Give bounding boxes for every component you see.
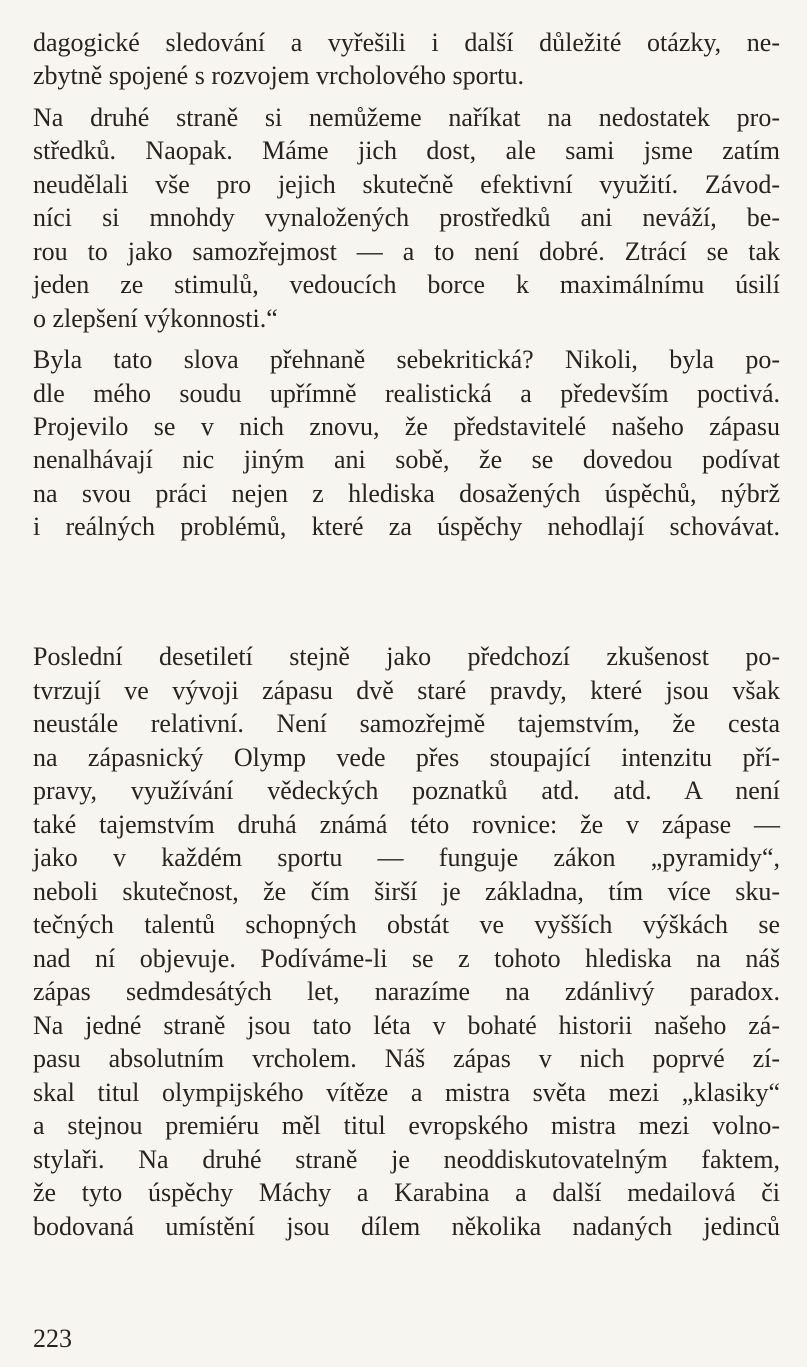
text-line: zápas sedmdesátých let, narazíme na zdánlivý paradox. <box>33 977 780 1006</box>
text-line: Na druhé straně si nemůžeme naříkat na nedostatek pro- <box>33 103 780 132</box>
text-line: pravy, využívání vědeckých poznatků atd. atd. A není <box>33 776 780 805</box>
text-line: na svou práci nejen z hlediska dosažených úspěchů, nýbrž <box>33 479 780 508</box>
text-line: jeden ze stimulů, vedoucích borce k maximálnímu úsilí <box>33 270 780 299</box>
text-line: tečných talentů schopných obstát ve vyšších výškách se <box>33 910 780 939</box>
text-line: jako v každém sportu — funguje zákon „pyramidy“, <box>33 843 780 872</box>
text-line: pasu absolutním vrcholem. Náš zápas v nich poprvé zí- <box>33 1044 780 1073</box>
text-line: tvrzují ve vývoji zápasu dvě staré pravdy, které jsou však <box>33 676 780 705</box>
text-line: Poslední desetiletí stejně jako předchozí zkušenost po- <box>33 642 780 671</box>
text-line: skal titul olympijského vítěze a mistra světa mezi „klasiky“ <box>33 1078 780 1107</box>
text-line: neustále relativní. Není samozřejmě tajemstvím, že cesta <box>33 709 780 738</box>
text-line: Projevilo se v nich znovu, že představitelé našeho zápasu <box>33 412 780 441</box>
text-line: o zlepšení výkonnosti.“ <box>33 304 278 333</box>
text-line: Byla tato slova přehnaně sebekritická? Nikoli, byla po- <box>33 345 780 374</box>
text-line: rou to jako samozřejmost — a to není dobré. Ztrácí se tak <box>33 237 780 266</box>
text-line: stylaři. Na druhé straně je neoddiskutovatelným faktem, <box>33 1145 780 1174</box>
page-number: 223 <box>33 1324 72 1353</box>
text-line: na zápasnický Olymp vede přes stoupající intenzitu pří- <box>33 743 780 772</box>
text-line: dle mého soudu upřímně realistická a především poctivá. <box>33 379 780 408</box>
text-line: středků. Naopak. Máme jich dost, ale sami jsme zatím <box>33 136 780 165</box>
text-line: nad ní objevuje. Podíváme-li se z tohoto hlediska na náš <box>33 944 780 973</box>
text-line: Na jedné straně jsou tato léta v bohaté historii našeho zá- <box>33 1011 780 1040</box>
text-line: nenalhávají nic jiným ani sobě, že se dovedou podívat <box>33 445 780 474</box>
text-line: a stejnou premiéru měl titul evropského mistra mezi volno- <box>33 1111 780 1140</box>
text-line: zbytně spojené s rozvojem vrcholového sportu. <box>33 61 524 90</box>
text-line: dagogické sledování a vyřešili i další důležité otázky, ne- <box>33 28 780 57</box>
text-line: bodovaná umístění jsou dílem několika nadaných jedinců <box>33 1212 780 1241</box>
text-line: že tyto úspěchy Máchy a Karabina a další medailová či <box>33 1178 780 1207</box>
text-line: také tajemstvím druhá známá této rovnice: že v zápase — <box>33 810 780 839</box>
text-line: níci si mnohdy vynaložených prostředků ani neváží, be- <box>33 203 780 232</box>
text-line: i reálných problémů, které za úspěchy nehodlají schovávat. <box>33 512 780 541</box>
text-line: neboli skutečnost, že čím širší je základna, tím více sku- <box>33 877 780 906</box>
text-line: neudělali vše pro jejich skutečně efektivní využití. Závod- <box>33 170 780 199</box>
